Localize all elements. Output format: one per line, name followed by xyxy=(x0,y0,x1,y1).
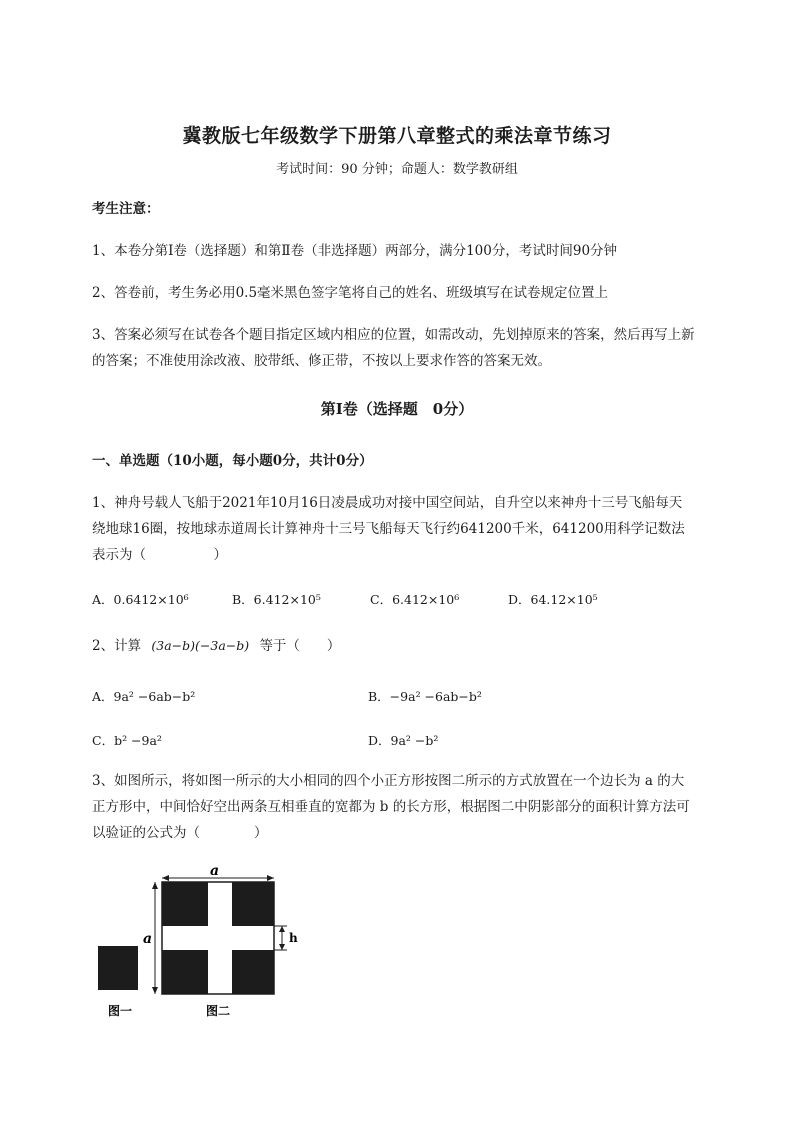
q1-line-1: 1、神舟号载人飞船于2021年10月16日凌晨成功对接中国空间站，自升空以来神舟十三号飞船每天 xyxy=(92,495,683,511)
label-a-side: a xyxy=(143,931,153,947)
q2-stem xyxy=(92,633,340,659)
q2-prefix: 2、计算 xyxy=(92,638,142,654)
notice-item-3: 3、答案必须写在试卷各个题目指定区域内相应的位置，如需改动，先划掉原来的答案，然后再写上新 xyxy=(92,327,695,343)
exam-subtitle: 考试时间：90 分钟；命题人：数学教研组 xyxy=(276,162,518,177)
label-a-top: a xyxy=(210,863,220,879)
q1-line-3: 表示为（ ） xyxy=(92,547,227,563)
q1-line-2: 绕地球16圈，按地球赤道周长计算神舟十三号飞船每天飞行约641200千米，641200用科学记数法 xyxy=(92,521,685,537)
q3-line-2: 正方形中，中间恰好空出两条互相垂直的宽都为 b 的长方形，根据图二中阴影部分的面积计算方法可 xyxy=(92,799,690,815)
q1-option-d: D．64.12×10⁵ xyxy=(508,592,598,607)
q3-line-1: 3、如图所示，将如图一所示的大小相同的四个小正方形按图二所示的方式放置在一个边长为 a 的大 xyxy=(92,773,685,789)
q2-option-a: A．9a² −6ab−b² xyxy=(92,689,196,704)
figure-two-horizontal-strip xyxy=(162,926,274,950)
q2-option-c: C．b² −9a² xyxy=(92,733,162,748)
section-title: 第Ⅰ卷（选择题 0分） xyxy=(320,400,474,418)
exam-title: 冀教版七年级数学下册第八章整式的乘法章节练习 xyxy=(182,125,612,147)
q3-line-3: 以验证的公式为（ ） xyxy=(92,825,268,841)
label-h: h xyxy=(289,931,298,945)
figure-one-square xyxy=(98,946,138,990)
q2-option-b: B．−9a² −6ab−b² xyxy=(368,689,482,704)
q1-option-a: A．0.6412×10⁶ xyxy=(92,592,189,607)
notice-heading: 考生注意： xyxy=(92,201,160,217)
notice-item-3-cont: 的答案；不准使用涂改液、胶带纸、修正带，不按以上要求作答的答案无效。 xyxy=(92,353,551,369)
q1-option-b: B．6.412×10⁵ xyxy=(232,592,321,607)
part-title: 一、单选题（10小题，每小题0分，共计0分） xyxy=(92,453,373,469)
q2-suffix: 等于（ ） xyxy=(259,638,341,654)
figure-two-caption: 图二 xyxy=(206,1004,231,1018)
q2-expression: (3a−b)(−3a−b) xyxy=(151,638,250,653)
notice-item-1: 1、本卷分第Ⅰ卷（选择题）和第Ⅱ卷（非选择题）两部分，满分100分，考试时间90分钟 xyxy=(92,243,618,259)
q3-figure xyxy=(90,860,310,1030)
q2-option-d: D．9a² −b² xyxy=(368,733,439,748)
notice-item-2: 2、答卷前，考生务必用0.5毫米黑色签字笔将自己的姓名、班级填写在试卷规定位置上 xyxy=(92,285,609,301)
q1-option-c: C．6.412×10⁶ xyxy=(370,592,460,607)
figure-one-caption: 图一 xyxy=(108,1004,133,1018)
